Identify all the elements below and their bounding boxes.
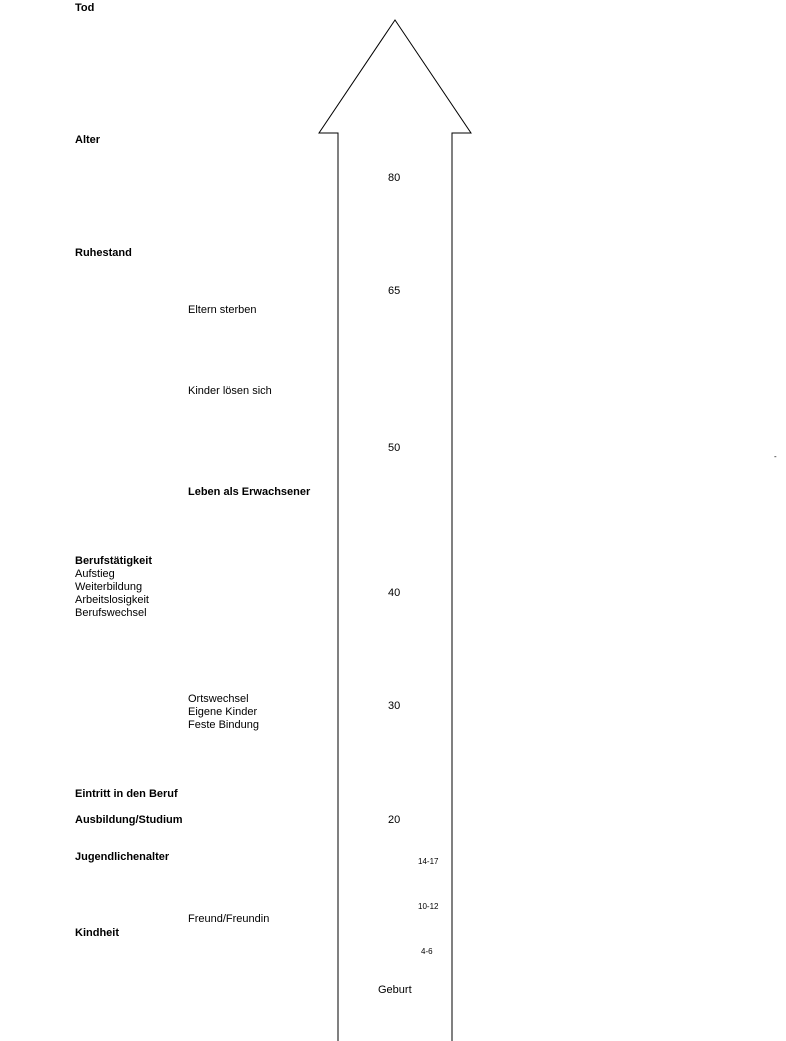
stage-ruhestand: Ruhestand — [75, 247, 132, 259]
age-label-10-12: 10-12 — [418, 902, 439, 911]
stray-mark: - — [774, 452, 777, 461]
age-label-14-17: 14-17 — [418, 857, 439, 866]
age-label-65: 65 — [388, 285, 401, 297]
age-label-20: 20 — [388, 814, 401, 826]
stage-kindheit: Kindheit — [75, 927, 119, 939]
event-eltern-sterben: Eltern sterben — [188, 304, 257, 316]
stage-jugendlichenalter: Jugendlichenalter — [75, 851, 170, 863]
age-label-80: 80 — [388, 172, 401, 184]
berufstaetigkeit-item: Arbeitslosigkeit — [75, 594, 149, 606]
berufstaetigkeit-item: Weiterbildung — [75, 581, 143, 593]
stage-tod: Tod — [75, 2, 95, 14]
berufstaetigkeit-heading: Berufstätigkeit — [75, 555, 153, 567]
berufstaetigkeit-item: Berufswechsel — [75, 607, 147, 619]
age-label-geburt: Geburt — [378, 984, 412, 996]
age-label-4-6: 4-6 — [421, 947, 433, 956]
stage-eintritt-in-den-beruf: Eintritt in den Beruf — [75, 788, 178, 800]
stage-alter: Alter — [75, 134, 101, 146]
age-label-50: 50 — [388, 442, 401, 454]
event-freund-freundin: Freund/Freundin — [188, 913, 270, 925]
event-group-30 — [188, 693, 259, 732]
age-label-30: 30 — [388, 700, 401, 712]
stage-leben-als-erwachsener: Leben als Erwachsener — [188, 486, 311, 498]
event-kinder-loesen-sich: Kinder lösen sich — [188, 385, 272, 397]
event-feste-bindung: Feste Bindung — [188, 719, 259, 731]
stage-berufstaetigkeit — [75, 555, 152, 620]
stage-ausbildung-studium: Ausbildung/Studium — [75, 814, 183, 826]
event-ortswechsel: Ortswechsel — [188, 693, 249, 705]
berufstaetigkeit-item: Aufstieg — [75, 568, 115, 580]
age-label-40: 40 — [388, 587, 401, 599]
event-eigene-kinder: Eigene Kinder — [188, 706, 258, 718]
